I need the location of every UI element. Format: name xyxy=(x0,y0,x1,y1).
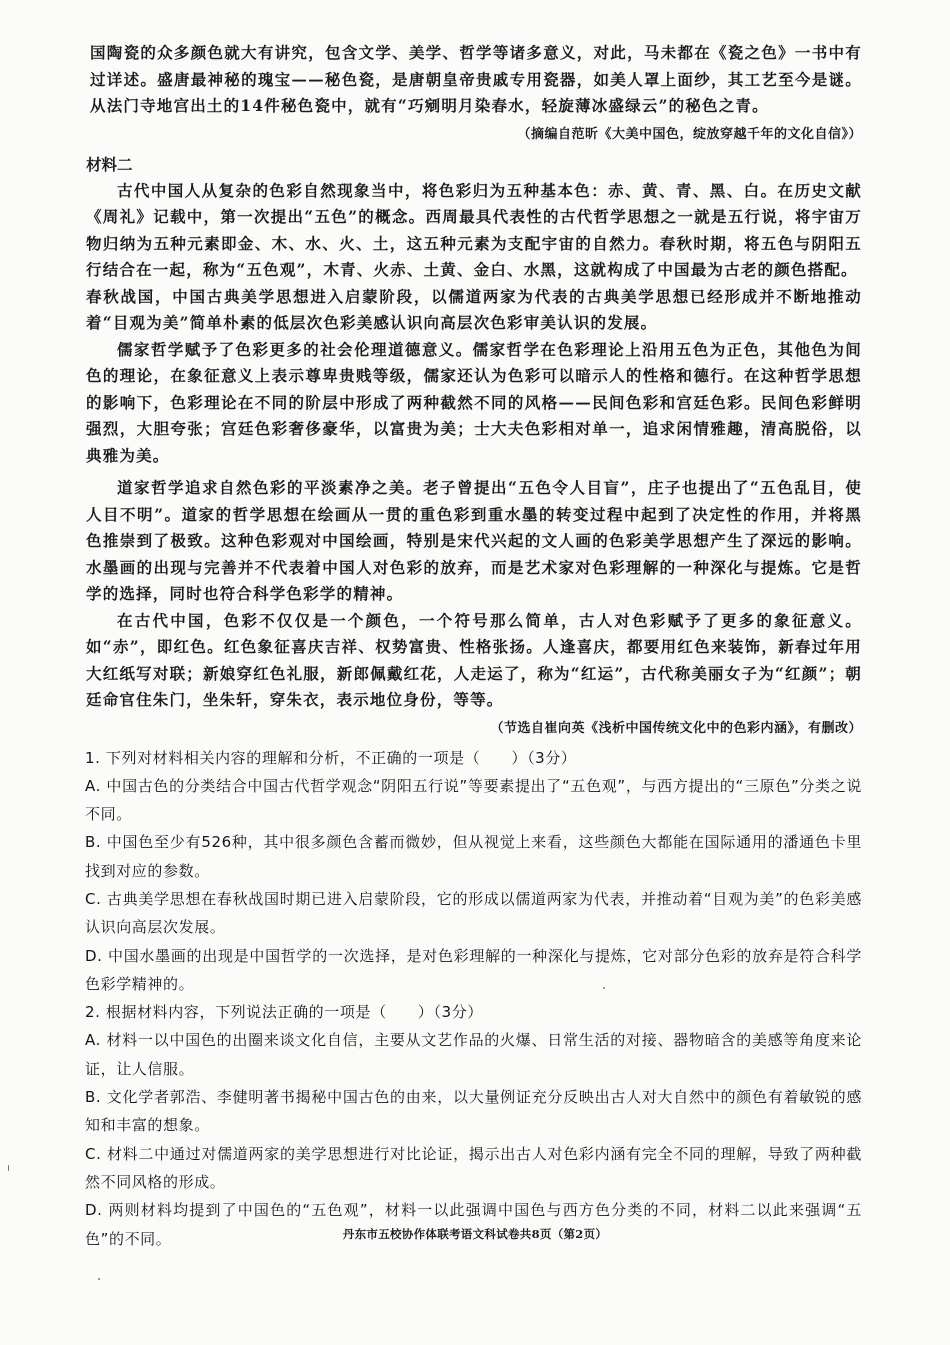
question-2-option-c[interactable]: C. 材料二中通过对儒道两家的美学思想进行对比论证，揭示出古人对色彩内涵有完全不同的理解，导致了两种截然不同风格的形成。 xyxy=(85,1144,862,1191)
material2-heading: 材料二 xyxy=(86,154,133,174)
scan-speck xyxy=(603,987,605,989)
material2-paragraph-5: 在古代中国，色彩不仅仅是一个颜色，一个符号那么简单，古人对色彩赋予了更多的象征意义。如“赤”，即红色。红色象征喜庆吉祥、权势富贵、性格张扬。人逢喜庆，都要用红色来装饰，新春过年用大红纸写对联；新娘穿红色礼服，新郎佩戴红花，人走运了，称为“红运”，古代称美丽女子为“红颜”；朝廷命官住朱门，坐朱轩，穿朱衣，表示地位身份，等等。 xyxy=(86,610,862,709)
question-1-option-b[interactable]: B. 中国色至少有526种，其中很多颜色含蓄而微妙，但从视觉上来看，这些颜色大都能在国际通用的潘通色卡里找到对应的参数。 xyxy=(85,833,862,880)
question-1-option-d[interactable]: D. 中国水墨画的出现是中国哲学的一次选择，是对色彩理解的一种深化与提炼，它对部分色彩的放弃是符合科学色彩学精神的。 xyxy=(85,946,862,993)
question-1 xyxy=(85,744,862,999)
question-1-stem: 1. 下列对材料相关内容的理解和分析，不正确的一项是（ ）（3分） xyxy=(85,748,577,767)
material1-paragraph: 国陶瓷的众多颜色就大有讲究，包含文学、美学、哲学等诸多意义，对此，马未都在《瓷之色》一书中有过详述。盛唐最神秘的瑰宝——秘色瓷，是唐朝皇帝贵戚专用瓷器，如美人罩上面纱，其工艺至今是谜。从法门寺地宫出土的14件秘色瓷中，就有“巧剜明月染春水，轻旋薄冰盛绿云”的秘色之青。 xyxy=(90,43,862,115)
material2-source: （节选自崔向英《浅析中国传统文化中的色彩内涵》，有删改） xyxy=(490,720,862,736)
question-1-option-c[interactable]: C. 古典美学思想在春秋战国时期已进入启蒙阶段，它的形成以儒道两家为代表，并推动着“目观为美”的色彩美感认识向高层次发展。 xyxy=(85,889,862,937)
question-2 xyxy=(85,998,862,1253)
material2-paragraph-1: 古代中国人从复杂的色彩自然现象当中，将色彩归为五种基本色：赤、黄、青、黑、白。在历史文献《周礼》记载中，第一次提出“五色”的概念。西周最具代表性的古代哲学思想之一就是五行说，将宇宙万物归纳为五种元素即金、木、水、火、土，这五种元素为支配宇宙的自然力。春秋时期，将五色与阴阳五行结合在一起，称为“五色观”，木青、火赤、土黄、金白、水黑，这就构成了中国最为古老的颜色搭配。 xyxy=(86,180,862,279)
material2-paragraph-3: 儒家哲学赋予了色彩更多的社会伦理道德意义。儒家哲学在色彩理论上沿用五色为正色，其他色为间色的理论，在象征意义上表示尊卑贵贱等级，儒家还认为色彩可以暗示人的性格和德行。在这种哲学思想的影响下，色彩理论在不同的阶层中形成了两种截然不同的风格——民间色彩和宫廷色彩。民间色彩鲜明强烈，大胆夸张；宫廷色彩奢侈豪华，以富贵为美；士大夫色彩相对单一，追求闲情雅趣，清高脱俗，以典雅为美。 xyxy=(86,339,862,465)
question-2-option-a[interactable]: A. 材料一以中国色的出圈来谈文化自信，主要从文艺作品的火爆、日常生活的对接、器物暗含的美感等角度来论证，让人信服。 xyxy=(85,1031,862,1078)
material1-source: （摘编自范昕《大美中国色，绽放穿越千年的文化自信》） xyxy=(517,126,862,142)
page-footer: 丹东市五校协作体联考语文科试卷共8页（第2页） xyxy=(342,1227,608,1241)
material2-paragraph-4: 道家哲学追求自然色彩的平淡素净之美。老子曾提出“五色令人目盲”，庄子也提出了“五色乱目，使人目不明”。道家的哲学思想在绘画从一贯的重色彩到重水墨的转变过程中起到了决定性的作用，并将黑色推崇到了极致。这种色彩观对中国绘画，特别是宋代兴起的文人画的色彩美学思想产生了深远的影响。水墨画的出现与完善并不代表着中国人对色彩的放弃，而是艺术家对色彩理解的一种深化与提炼。它是哲学的选择，同时也符合科学色彩学的精神。 xyxy=(86,478,862,603)
material2-paragraph-2: 春秋战国，中国古典美学思想进入启蒙阶段，以儒道两家为代表的古典美学思想已经形成并不断地推动着“目观为美”简单朴素的低层次色彩美感认识向高层次色彩审美认识的发展。 xyxy=(86,286,862,332)
question-2-option-b[interactable]: B. 文化学者郭浩、李健明著书揭秘中国古色的由来，以大量例证充分反映出古人对大自然中的颜色有着敏锐的感知和丰富的想象。 xyxy=(85,1088,862,1135)
question-2-option-d[interactable]: D. 两则材料均提到了中国色的“五色观”，材料一以此强调中国色与西方色分类的不同，材料二以此来强调“五色”的不同。 xyxy=(85,1201,862,1248)
scan-speck xyxy=(8,1165,9,1171)
scan-speck xyxy=(98,1278,100,1280)
exam-page xyxy=(85,40,862,1253)
question-1-option-a[interactable]: A. 中国古色的分类结合中国古代哲学观念“阴阳五行说”等要素提出了“五色观”，与西方提出的“三原色”分类之说不同。 xyxy=(85,776,862,824)
question-2-stem: 2. 根据材料内容，下列说法正确的一项是（ ）（3分） xyxy=(85,1003,483,1022)
